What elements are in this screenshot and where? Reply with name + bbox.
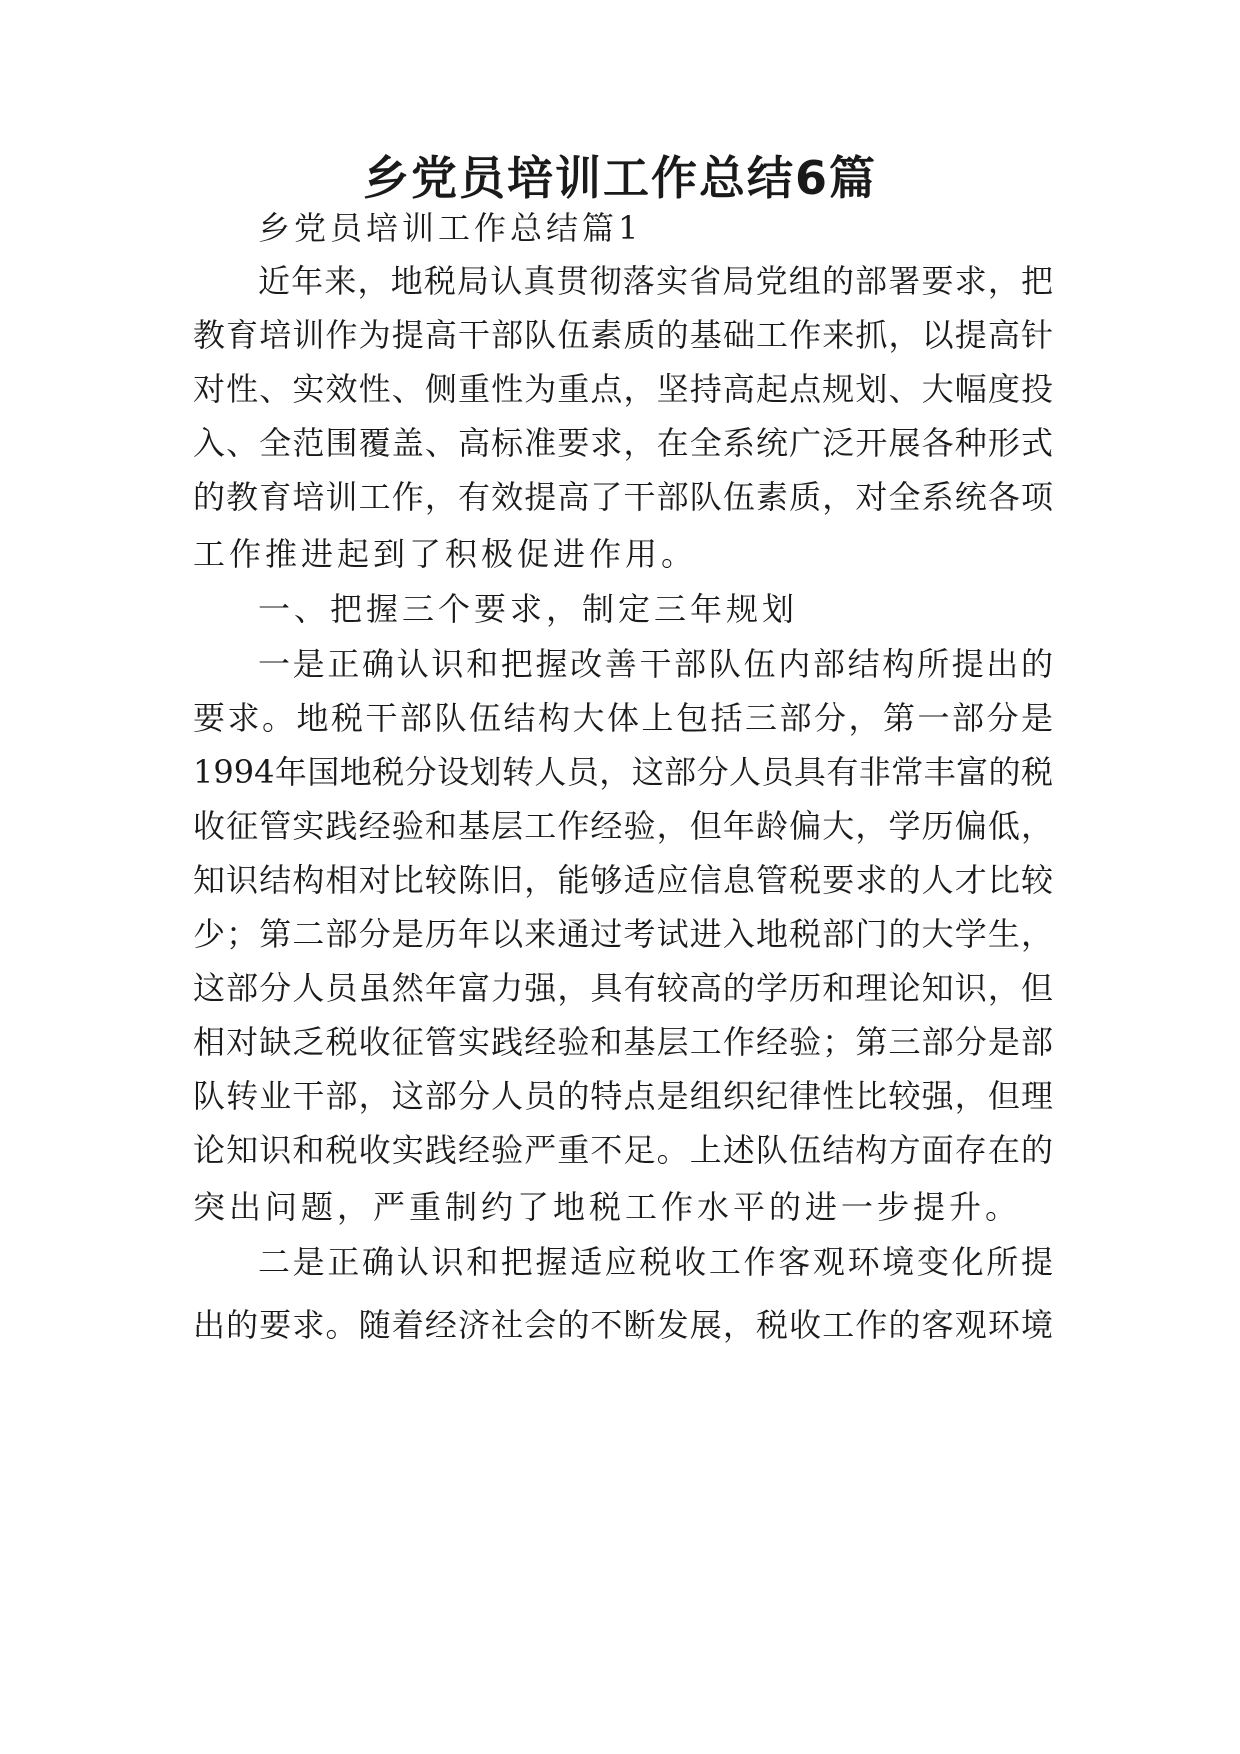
section-heading: 一、把握三个要求，制定三年规划	[258, 590, 799, 628]
paragraph-line: 要求。地税干部队伍结构大体上包括三部分，第一部分是	[193, 699, 1053, 737]
paragraph-line: 入、全范围覆盖、高标准要求，在全系统广泛开展各种形式	[193, 424, 1053, 462]
paragraph-line: 相对缺乏税收征管实践经验和基层工作经验；第三部分是部	[193, 1023, 1053, 1061]
paragraph-line: 的教育培训工作，有效提高了干部队伍素质，对全系统各项	[193, 478, 1053, 516]
paragraph-line: 对性、实效性、侧重性为重点，坚持高起点规划、大幅度投	[193, 370, 1053, 408]
paragraph-line: 教育培训作为提高干部队伍素质的基础工作来抓，以提高针	[193, 316, 1053, 354]
paragraph-line: 二是正确认识和把握适应税收工作客观环境变化所提	[258, 1243, 1053, 1281]
section-heading: 乡党员培训工作总结篇1	[258, 209, 643, 247]
paragraph-line: 队转业干部，这部分人员的特点是组织纪律性比较强，但理	[193, 1077, 1053, 1115]
document-title: 乡党员培训工作总结6篇	[362, 151, 877, 205]
paragraph-line: 一是正确认识和把握改善干部队伍内部结构所提出的	[258, 645, 1053, 683]
paragraph-line: 收征管实践经验和基层工作经验，但年龄偏大，学历偏低，	[193, 807, 1053, 845]
paragraph-line: 近年来，地税局认真贯彻落实省局党组的部署要求，把	[258, 262, 1053, 300]
paragraph-line: 少；第二部分是历年以来通过考试进入地税部门的大学生，	[193, 915, 1053, 953]
paragraph-line: 工作推进起到了积极促进作用。	[193, 535, 698, 573]
paragraph-line: 突出问题，严重制约了地税工作水平的进一步提升。	[193, 1188, 1022, 1226]
paragraph-line: 论知识和税收实践经验严重不足。上述队伍结构方面存在的	[193, 1131, 1053, 1169]
paragraph-line: 这部分人员虽然年富力强，具有较高的学历和理论知识，但	[193, 969, 1053, 1007]
paragraph-line: 出的要求。随着经济社会的不断发展，税收工作的客观环境	[193, 1306, 1053, 1344]
paragraph-line: 1994年国地税分设划转人员，这部分人员具有非常丰富的税	[193, 753, 1053, 791]
paragraph-line: 知识结构相对比较陈旧，能够适应信息管税要求的人才比较	[193, 861, 1053, 899]
